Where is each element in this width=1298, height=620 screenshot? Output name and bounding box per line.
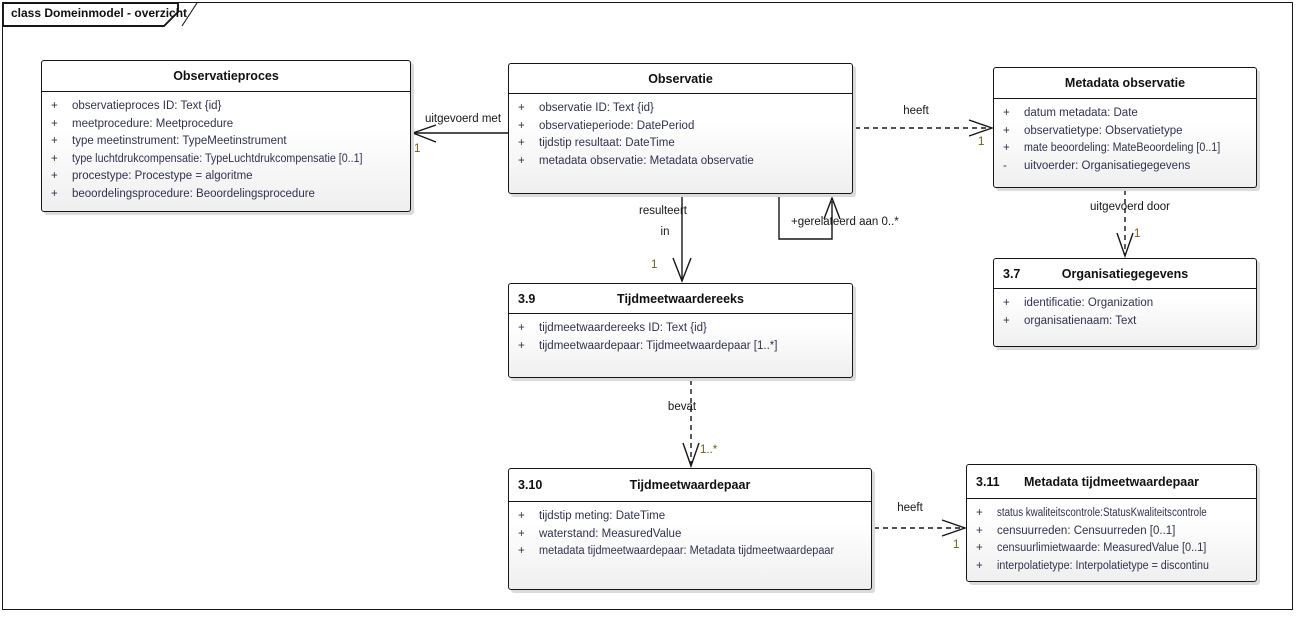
attribute-row: + identificatie: Organization — [1003, 297, 1154, 309]
attribute-row: + meetprocedure: Meetprocedure — [51, 117, 234, 130]
connector-label-heeft-tijdmeetwaardepaar: heeft — [897, 502, 923, 514]
multiplicity-uitgevoerd-door: 1 — [1134, 228, 1141, 240]
class-box-observatieproces[interactable] — [41, 60, 411, 212]
connector-label-uitgevoerd-met: uitgevoerd met — [424, 113, 502, 125]
attribute-row: + censuurlimietwaarde: MeasuredValue [0..1] — [976, 542, 1207, 554]
attribute-row: + datum metadata: Date — [1003, 107, 1138, 119]
attribute-row: + type meetinstrument: TypeMeetinstrument — [51, 135, 287, 147]
class-title: Metadata observatie — [1064, 76, 1186, 90]
attribute-row: + observatie ID: Text {id} — [518, 102, 654, 114]
attribute-row: + procestype: Procestype = algoritme — [51, 170, 253, 182]
class-title: Metadata tijdmeetwaardepaar — [1023, 474, 1200, 489]
class-box-organisatiegegevens[interactable] — [993, 258, 1257, 347]
multiplicity-bevat: 1..* — [700, 444, 718, 456]
connector-label-uitgevoerd-door: uitgevoerd door — [1090, 201, 1170, 213]
class-box-tijdmeetwaardepaar[interactable] — [508, 468, 872, 590]
class-title: Observatie — [648, 71, 713, 86]
attribute-row: + type luchtdrukcompensatie: TypeLuchtdrukcompensatie [0..1] — [51, 152, 363, 165]
class-title: Tijdmeetwaardepaar — [629, 478, 751, 492]
multiplicity-resulteert-in: 1 — [651, 259, 658, 271]
class-box-metadata-observatie[interactable] — [993, 67, 1257, 188]
attribute-row: + tijdmeetwaardereeks ID: Text {id} — [518, 322, 707, 334]
attribute-row: + metadata observatie: Metadata observatie — [518, 154, 754, 167]
connector-label-heeft-observatie: heeft — [903, 105, 929, 117]
class-box-metadata-tijdmeetwaardepaar[interactable] — [966, 464, 1257, 582]
class-title: Tijdmeetwaardereeks — [617, 291, 744, 306]
multiplicity-heeft-observatie: 1 — [978, 136, 985, 148]
attribute-row: + observatieperiode: DatePeriod — [518, 119, 695, 132]
attribute-row: + observatieproces ID: Text {id} — [51, 100, 222, 112]
class-title: Organisatiegegevens — [1061, 266, 1189, 281]
attribute-row: + organisatienaam: Text — [1003, 314, 1137, 327]
diagram-frame-tab-label: class Domeinmodel - overzicht — [11, 6, 188, 20]
attribute-row: + tijdstip resultaat: DateTime — [518, 137, 675, 149]
connector-label-bevat: bevat — [667, 401, 697, 413]
attribute-row: - uitvoerder: Organisatiegegevens — [1003, 159, 1191, 172]
attribute-row: + mate beoordeling: MateBeoordeling [0..1] — [1003, 142, 1221, 154]
attribute-row: + tijdstip meting: DateTime — [518, 510, 666, 522]
connector-label-gerelateerd-aan: +gerelateerd aan 0..* — [791, 216, 899, 228]
class-box-observatie[interactable] — [508, 63, 853, 194]
class-number: 3.10 — [518, 478, 543, 492]
class-number: 3.7 — [1003, 266, 1021, 281]
attribute-row: + censuurreden: Censuurreden [0..1] — [976, 524, 1176, 537]
class-title: Observatieproces — [173, 69, 279, 83]
class-number: 3.11 — [976, 474, 1000, 489]
attribute-row: + interpolatietype: Interpolatietype = discontinu — [976, 559, 1209, 572]
connector-label-in: in — [660, 226, 670, 238]
attribute-row: + observatietype: Observatietype — [1003, 124, 1183, 137]
attribute-row: + tijdmeetwaardepaar: Tijdmeetwaardepaar [1..*] — [518, 339, 778, 352]
class-box-tijdmeetwaardereeks[interactable] — [508, 283, 853, 378]
connector-label-resulteert: resulteert — [639, 205, 687, 217]
attribute-row: + status kwaliteitscontrole:StatusKwaliteitscontrole — [976, 507, 1207, 519]
attribute-row: + waterstand: MeasuredValue — [518, 527, 682, 540]
multiplicity-uitgevoerd-met: 1 — [414, 143, 421, 155]
attribute-row: + beoordelingsprocedure: Beoordelingsprocedure — [51, 187, 315, 200]
class-number: 3.9 — [518, 291, 536, 306]
multiplicity-heeft-tijdmeetwaardepaar: 1 — [953, 539, 960, 551]
attribute-row: + metadata tijdmeetwaardepaar: Metadata tijdmeetwaardepaar — [518, 545, 835, 557]
arrowhead-heeft-tijdmeetwaardepaar — [942, 520, 965, 536]
